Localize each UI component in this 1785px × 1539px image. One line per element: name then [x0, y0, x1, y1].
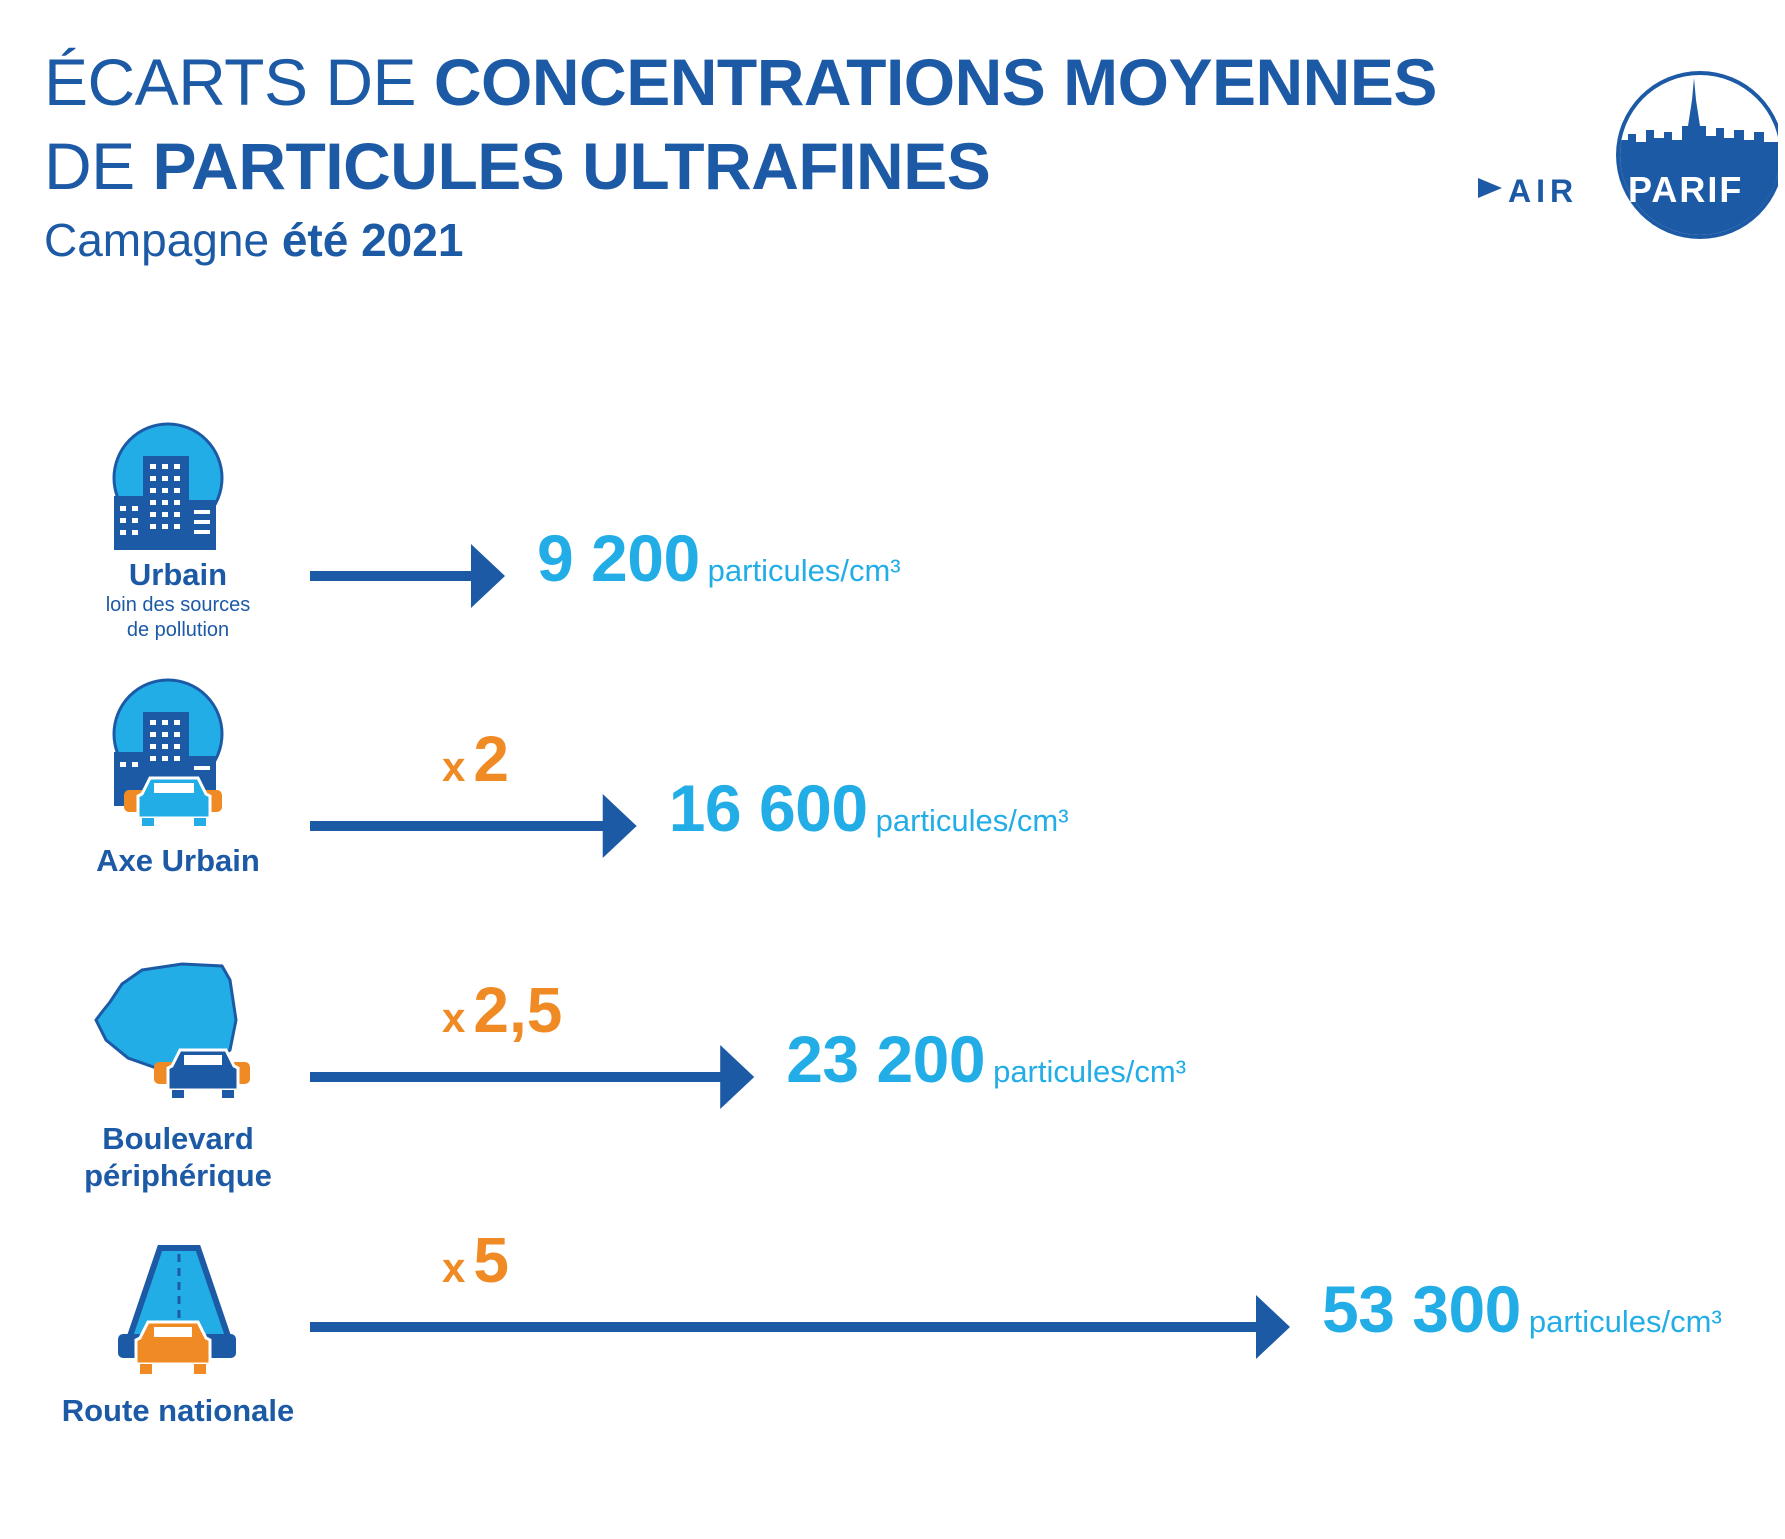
arrow-axe-urbain	[310, 794, 637, 858]
multiplier-axe-urbain	[442, 722, 509, 796]
logo-text-parif: PARIF	[1628, 169, 1744, 210]
value-unit-urbain: particules/cm³	[707, 553, 901, 588]
value-number-urbain: 9 200	[537, 521, 700, 595]
category-label-boulevard-2: périphérique	[84, 1158, 272, 1193]
multiplier-value-route-nationale: 5	[473, 1224, 509, 1296]
value-label-route-nationale	[1322, 1271, 1722, 1347]
value-unit-axe-urbain: particules/cm³	[875, 803, 1069, 838]
value-unit-route-nationale: particules/cm³	[1528, 1304, 1722, 1339]
category-sublabel-urbain-1: loin des sources	[105, 594, 251, 616]
value-number-route-nationale: 53 300	[1322, 1272, 1521, 1346]
multiplier-value-boulevard: 2,5	[473, 974, 563, 1046]
subtitle-bold: été 2021	[281, 214, 464, 266]
title-line-1-light: ÉCARTS DE	[44, 45, 434, 119]
value-label-boulevard	[786, 1021, 1186, 1097]
value-number-boulevard: 23 200	[786, 1022, 986, 1096]
logo-text-air: AIR	[1508, 173, 1579, 209]
multiplier-value-axe-urbain: 2	[473, 723, 509, 795]
category-label-urbain: Urbain	[128, 557, 228, 592]
value-unit-boulevard: particules/cm³	[993, 1054, 1187, 1089]
category-label-axe-urbain: Axe Urbain	[96, 843, 260, 878]
arrow-boulevard	[310, 1045, 754, 1109]
category-label-route-nationale: Route nationale	[61, 1393, 295, 1428]
multiplier-route-nationale	[442, 1223, 509, 1297]
multiplier-prefix: x	[442, 1244, 466, 1291]
multiplier-prefix: x	[442, 994, 466, 1041]
value-number-axe-urbain: 16 600	[668, 771, 868, 845]
value-label-axe-urbain	[669, 770, 1069, 846]
multiplier-prefix: x	[442, 743, 466, 790]
multiplier-boulevard	[442, 973, 562, 1047]
title-line-2-bold: PARTICULES ULTRAFINES	[152, 129, 991, 203]
title-line-1-bold: CONCENTRATIONS MOYENNES	[433, 45, 1437, 119]
title-line-2-light: DE	[44, 129, 153, 203]
arrow-urbain	[310, 544, 505, 608]
arrow-route-nationale	[310, 1295, 1290, 1359]
category-label-boulevard-1: Boulevard	[102, 1121, 254, 1156]
category-sublabel-urbain-2: de pollution	[126, 619, 230, 641]
subtitle-light: Campagne	[44, 214, 282, 266]
value-label-urbain	[537, 520, 901, 596]
